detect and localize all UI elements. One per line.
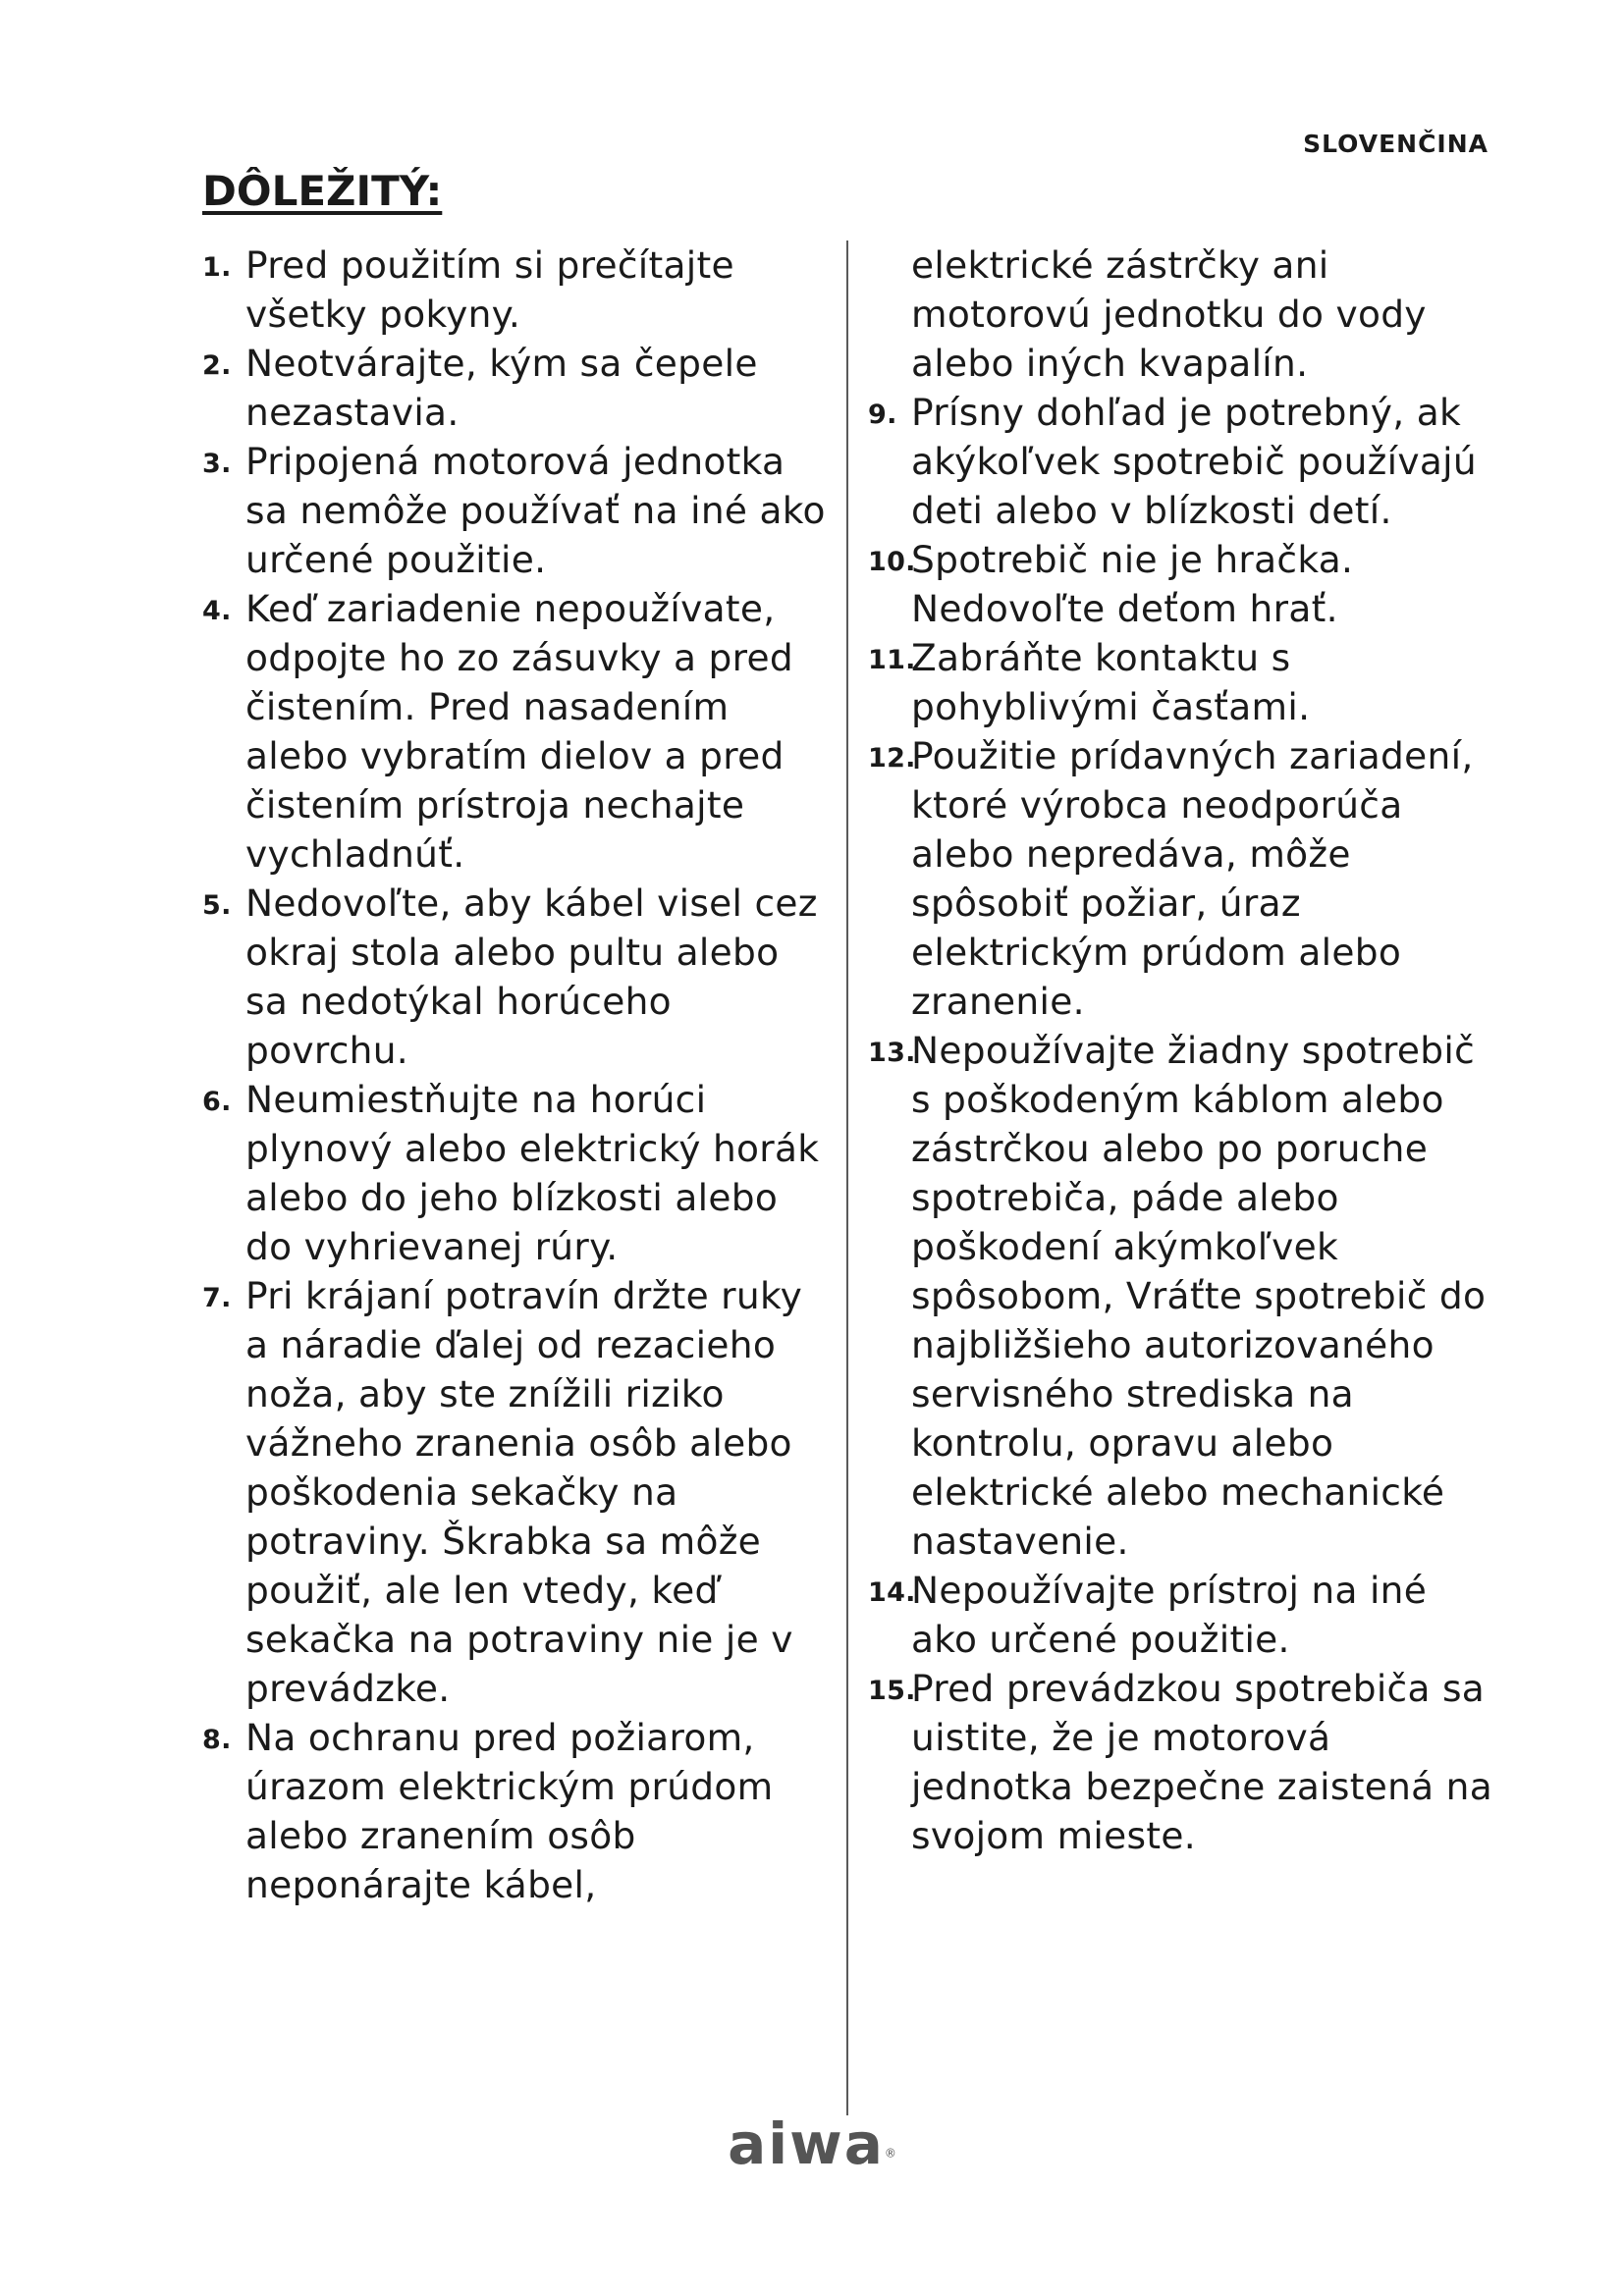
list-item [868, 731, 1496, 1026]
item-number: 14. [868, 1577, 916, 1608]
item-number: 7. [202, 1283, 232, 1313]
item-text: Nedovoľte, aby kábel visel cez okraj stola alebo pultu alebo sa nedotýkal horúceho povrchu. [245, 881, 818, 1072]
page-title: DÔLEŽITÝ: [202, 167, 443, 215]
list-item [868, 633, 1496, 731]
item-text: Pred použitím si prečítajte všetky pokyny. [245, 243, 734, 336]
item-text: Nepoužívajte žiadny spotrebič s poškodeným káblom alebo zástrčkou alebo po poruche spotrebiča, páde alebo poškodení akýmkoľvek spôsobom, Vráťte spotrebič do najbližšieho autorizovaného servisného strediska na kontrolu, opravu alebo elektrické alebo mechanické nastavenie. [911, 1029, 1487, 1563]
item-text: Pred prevádzkou spotrebiča sa uistite, že je motorová jednotka bezpečne zaistená na svojom mieste. [911, 1667, 1492, 1857]
list-item [202, 1075, 831, 1271]
item-text: Na ochranu pred požiarom, úrazom elektrickým prúdom alebo zranením osôb neponárajte kábel, [245, 1716, 774, 1906]
list-item [202, 339, 831, 437]
registered-mark: ® [884, 2146, 896, 2161]
item-text: Prísny dohľad je potrebný, ak akýkoľvek spotrebič používajú deti alebo v blízkosti detí. [911, 391, 1477, 532]
language-label: SLOVENČINA [1303, 130, 1489, 158]
list-item [202, 240, 831, 339]
item-number: 11. [868, 645, 916, 675]
item-text: Zabráňte kontaktu s pohyblivými časťami. [911, 636, 1311, 728]
item-number: 2. [202, 350, 232, 381]
brand-logo [0, 2110, 1624, 2177]
item-text: Neotvárajte, kým sa čepele nezastavia. [245, 342, 758, 434]
column-divider [846, 240, 848, 2115]
item-text: Neumiestňujte na horúci plynový alebo elektrický horák alebo do jeho blízkosti alebo do vyhrievanej rúry. [245, 1078, 820, 1268]
list-item [202, 1271, 831, 1713]
list-item-continuation [868, 240, 1496, 388]
item-number: 1. [202, 252, 232, 283]
item-text: Spotrebič nie je hračka. Nedovoľte deťom hrať. [911, 538, 1354, 630]
item-text: Nepoužívajte prístroj na iné ako určené použitie. [911, 1569, 1428, 1661]
list-item [202, 879, 831, 1075]
instructions-left-column [202, 240, 831, 1909]
item-number: 15. [868, 1676, 916, 1706]
item-number: 3. [202, 449, 232, 479]
item-text: Keď zariadenie nepoužívate, odpojte ho zo zásuvky a pred čistením. Pred nasadením alebo vybratím dielov a pred čistením prístroja nechajte vychladnúť. [245, 587, 794, 876]
item-text: Pri krájaní potravín držte ruky a náradie ďalej od rezacieho noža, aby ste znížili riziko vážneho zranenia osôb alebo poškodenia sekačky na potraviny. Škrabka sa môže použiť, ale len vtedy, keď sekačka na potraviny nie je v prevádzke. [245, 1274, 803, 1710]
item-number: 4. [202, 596, 232, 626]
item-number: 6. [202, 1087, 232, 1117]
list-item [868, 535, 1496, 633]
instructions-right-column [868, 240, 1496, 1860]
list-item [202, 437, 831, 584]
item-number: 8. [202, 1725, 232, 1755]
item-number: 12. [868, 743, 916, 774]
item-number: 13. [868, 1038, 916, 1068]
list-item [868, 388, 1496, 535]
item-number: 5. [202, 890, 232, 921]
item-number: 10. [868, 547, 916, 577]
item-text: Použitie prídavných zariadení, ktoré výrobca neodporúča alebo nepredáva, môže spôsobiť požiar, úraz elektrickým prúdom alebo zranenie. [911, 734, 1474, 1023]
list-item [868, 1664, 1496, 1860]
item-text: Pripojená motorová jednotka sa nemôže používať na iné ako určené použitie. [245, 440, 826, 581]
list-item [202, 1713, 831, 1909]
list-item [868, 1566, 1496, 1664]
list-item [202, 584, 831, 879]
logo-text: aiwa [728, 2110, 885, 2177]
list-item [868, 1026, 1496, 1566]
item-text: elektrické zástrčky ani motorovú jednotku do vody alebo iných kvapalín. [911, 243, 1427, 385]
item-number: 9. [868, 400, 897, 430]
